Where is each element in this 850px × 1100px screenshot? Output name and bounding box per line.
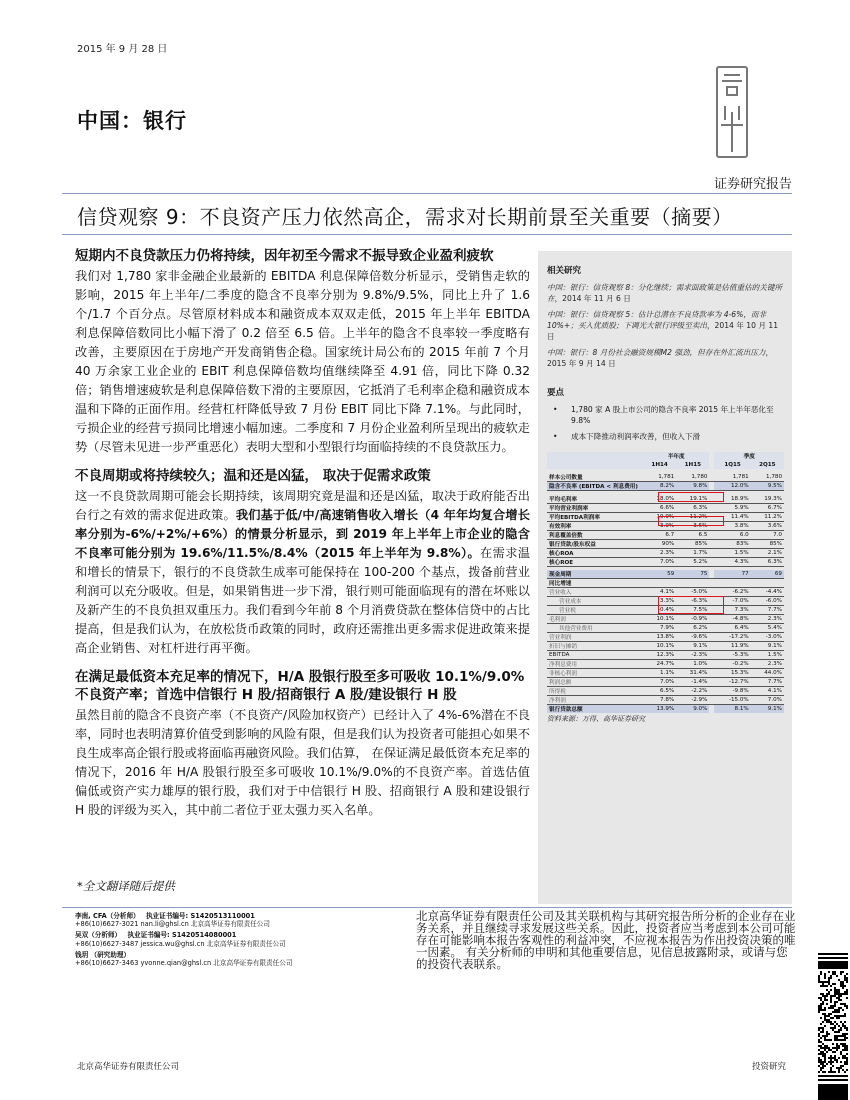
cell-1q15: -0.2% (714, 659, 750, 668)
row-label: 平均营业利润率 (547, 503, 643, 512)
cell-1h15: -2.3% (676, 651, 709, 660)
row-label: 其他营业费用 (547, 624, 643, 633)
row-label: 营业收入 (547, 588, 643, 597)
cell-2q15: 11.2% (751, 512, 784, 521)
cell-1q15: -12.7% (714, 677, 750, 686)
cell-1h14: 13.8% (643, 633, 676, 642)
section-heading: 不良周期或将持续较久；温和还是凶猛， 取决于促需求政策 (75, 468, 431, 484)
cell-1h14: 10.1% (643, 642, 676, 651)
cell-1h15: 9.0% (676, 704, 709, 713)
row-label: 平均EBITDA利润率 (547, 512, 643, 521)
table-body (547, 473, 784, 713)
cell-2q15: 7.7% (751, 677, 784, 686)
table-row (547, 482, 784, 491)
cell-1h14: 59 (643, 570, 676, 579)
gaohua-logo-icon (716, 66, 748, 158)
row-label: 样本公司数量 (547, 473, 643, 482)
cell-1q15: 4.3% (714, 557, 750, 566)
cell-1q15: 11.9% (714, 642, 750, 651)
cell-1h14: 8.2% (643, 482, 676, 491)
cell-2q15: -4.4% (751, 588, 784, 597)
translation-note: *全文翻译随后提供 (77, 879, 175, 893)
cell-1h15: 1,780 (676, 473, 709, 482)
cell-1h15: 3.6% (676, 521, 709, 530)
table-row (547, 624, 784, 633)
financial-table-wrapper (547, 452, 783, 713)
analyst-list (75, 912, 405, 970)
bullet-icon: • (553, 405, 558, 414)
cell-1h15: -9.6% (676, 633, 709, 642)
related-research-heading: 相关研究 (547, 266, 582, 276)
column-header: 1Q15 (714, 461, 750, 470)
header-rule-bottom (62, 234, 792, 235)
cell-1q15: 6.4% (714, 624, 750, 633)
analyst-contact[interactable]: +86(10)6627-3463 yvonne.qian@ghsl.cn 北京高华证券有限责任公司 (75, 959, 293, 968)
cell-1q15: 5.9% (714, 503, 750, 512)
cell-1h14: 7.9% (643, 624, 676, 633)
paragraph-bold-text: 我们基于低/中/高速销售收入增长（4 年年均复合增长率分别为-6%/+2%/+6%）的情景分析显示，到 2019 年上半年上市企业的隐含不良率可能分别为 19.6%/11.5%/8.4%（2015 年上半年为 9.8%）。 (75, 508, 530, 560)
cell-2q15: 1,780 (751, 473, 784, 482)
report-body (75, 247, 530, 830)
report-title: 信贷观察 9：不良资产压力依然高企，需求对长期前景至关重要（摘要） (77, 205, 733, 229)
related-date: ，2014 年 10 月 11 日 (547, 321, 779, 341)
cell-2q15: 5.4% (751, 624, 784, 633)
cell-1h15: 1.7% (676, 548, 709, 557)
cell-1h15: 6.5 (676, 530, 709, 539)
cell-1q15: -7.0% (714, 597, 750, 606)
cell-1q15: 15.3% (714, 668, 750, 677)
row-label: 折旧与摊销 (547, 642, 643, 651)
callout-box-operating-margin (658, 516, 724, 526)
cell-1h14: 6.7 (643, 530, 676, 539)
section-heading: 短期内不良贷款压力仍将持续，因年初至今需求不振导致企业盈利疲软 (75, 248, 494, 264)
section-paragraph: 虽然目前的隐含不良资产率（不良资产/风险加权资产）已经计入了 4%-6%潜在不良率，同时也表明清算价值受到影响的风险有限，但是我们认为投资者可能担心如果不良生成率高企银行股或将面临再融资风险。我们估算， 在保证满足最低资本充足率的情况下，2016 年 H/A 股银行股至多可吸收 10.1%/9.0%的不良资产率。首选估值偏低或资产实力雄厚的银行股，我们对于中信银行 H 股、招商银行 A 股和建设银行 H 股的评级为买入，其中前二者位于亚太强力买入名单。 (75, 708, 530, 817)
analyst-name: 吴双（分析师） (75, 931, 122, 940)
cell-1h14: 7.0% (643, 557, 676, 566)
cell-1h14: 90% (643, 539, 676, 548)
row-label: EBITDA (547, 651, 643, 660)
row-label: 净利润 (547, 695, 643, 704)
table-row (547, 704, 784, 713)
row-label: 净利息费用 (547, 659, 643, 668)
cell-2q15: 2.3% (751, 615, 784, 624)
cell-2q15: 2.1% (751, 548, 784, 557)
key-point (547, 431, 783, 442)
row-label: 同比增速 (547, 579, 643, 588)
table-row (547, 579, 784, 588)
report-date: 2015 年 9 月 28 日 (77, 44, 168, 55)
table-row (547, 677, 784, 686)
section-npl-cycle (75, 467, 530, 658)
paragraph-text: 这一不良贷款周期可能会长期持续，该周期究竟是温和还是凶猛，取决于政府能否出台行之有效的需求促进政策。 (75, 489, 530, 522)
related-title: 中国：银行：8 月份社会融资规模M2 强劲，但存在外汇流出压力 (547, 348, 766, 357)
related-research-link[interactable] (547, 347, 783, 369)
table-row (547, 503, 784, 512)
table-row (547, 659, 784, 668)
cell-1q15: -4.8% (714, 615, 750, 624)
cell-1h15: 7.5% (676, 606, 709, 615)
row-label: 利息覆盖倍数 (547, 530, 643, 539)
cell-1q15: 12.0% (714, 482, 750, 491)
table-row (547, 557, 784, 566)
footer-section: 投资研究 (752, 1062, 787, 1072)
cell-1h15: 75 (676, 570, 709, 579)
column-header: 1H15 (676, 461, 709, 470)
row-label: 营业成本 (547, 597, 643, 606)
analyst-cert: 执业证书编号: S1420514080001 (127, 931, 237, 940)
disclaimer-text: 北京高华证券有限责任公司及其关联机构与其研究报告所分析的企业存在业务关系，并且继续寻求发展这些关系。因此，投资者应当考虑到本公司可能存在可能影响本报告客观性的利益冲突，不应视本报告为作出投资决策的唯一因素。 有关分析师的申明和其他重要信息，见信息披露附录，或请与您的投资代表联系。 (416, 909, 796, 971)
group-header-half-year: 半年度 (643, 452, 709, 461)
header-rule-top (62, 193, 792, 194)
cell-2q15: 7.0% (751, 695, 784, 704)
table-row (547, 539, 784, 548)
cell-1h15: 19.1% (676, 495, 709, 504)
column-header: 2Q15 (751, 461, 784, 470)
cell-2q15: 4.1% (751, 686, 784, 695)
cell-1h15: 31.4% (676, 668, 709, 677)
section-heading: 在满足最低资本充足率的情况下，H/A 股银行股至多可吸收 10.1%/9.0%不良资产率；首选中信银行 H 股/招商银行 A 股/建设银行 H 股 (75, 669, 525, 703)
table-row (547, 695, 784, 704)
cell-1h14: 1,781 (643, 473, 676, 482)
analyst-name: 李南, CFA（分析师） (75, 912, 140, 920)
table-corner (547, 452, 643, 461)
key-points-heading: 要点 (547, 388, 565, 398)
cell-2q15: 44.0% (751, 668, 784, 677)
bullet-icon: • (553, 432, 558, 441)
related-title: 中国：银行：信贷观察 5：估计总潜在不良贷款率为 4-6%，而非 10%+；买入优质股；下调光大银行评级至卖出 (547, 310, 767, 330)
cell-1h15: 9.8% (676, 482, 709, 491)
group-header-quarter: 季度 (714, 452, 784, 461)
cell-1h15: 6.2% (676, 624, 709, 633)
footer-company: 北京高华证券有限责任公司 (77, 1062, 180, 1072)
cell-2q15: 3.6% (751, 521, 784, 530)
column-header: 1H14 (643, 461, 676, 470)
cell-1h14: 6.5% (643, 686, 676, 695)
cell-1q15: 7.3% (714, 606, 750, 615)
analyst-entry (75, 951, 405, 967)
key-point (547, 404, 783, 426)
cell-1q15: 11.4% (714, 512, 750, 521)
cell-1h14: 7.8% (643, 695, 676, 704)
cell-1q15: 1.5% (714, 548, 750, 557)
cell-1q15: 1,781 (714, 473, 750, 482)
key-point-text: 1,780 家 A 股上市公司的隐含不良率 2015 年上半年恶化至 9.8% (571, 405, 774, 425)
cell-1h15 (676, 579, 709, 588)
table-row (547, 686, 784, 695)
cell-1h14: 12.3% (643, 651, 676, 660)
cell-1h14: 3.3% (643, 597, 676, 606)
table-source-note: 资料来源：万得、高华证券研究 (547, 714, 645, 723)
section-paragraph (75, 487, 530, 658)
barcode-icon (818, 953, 848, 1100)
cell-1h14: 13.9% (643, 704, 676, 713)
cell-1h14: 18.0% (643, 495, 676, 504)
cell-1q15: 83% (714, 539, 750, 548)
cell-1q15: 77 (714, 570, 750, 579)
row-label: 有效利率 (547, 521, 643, 530)
section-paragraph: 我们对 1,780 家非金融企业最新的 EBITDA 利息保障倍数分析显示，受销售走软的影响，2015 年上半年/二季度的隐含不良率分别为 9.8%/9.5%，同比上升了 1.6 个/1.7 个百分点。尽管原材料成本和融资成本双双走低，2015 年上半年 EBITDA 利息保障倍数同比小幅下滑了 0.2 倍至 6.5 倍。上半年的隐含不良率较一季度略有改善，主要原因在于房地产开发商销售企稳。国家统计局公布的 2015 年前 7 个月 40 万余家工业企业的 EBIT 利息保障倍数均值继续降至 4.91 倍，同比下降 0.32 倍；销售增速疲软是利息保障倍数下滑的主要原因，它抵消了毛利率企稳和融资成本温和下降的正面作用。经营杠杆降低导致 7 月份 EBIT 同比下降 7.1%。与此同时，亏损企业的经营亏损同比增速小幅加速。二季度和 7 月份企业盈利所呈现出的疲软走势（尽管未见进一步严重恶化）表明大型和小型银行均面临持续的不良贷款压力。 (75, 269, 530, 454)
table-row (547, 642, 784, 651)
cell-1q15: 8.1% (714, 704, 750, 713)
cell-1h15: 1.0% (676, 659, 709, 668)
table-row (547, 615, 784, 624)
row-label: 银行贷款/股东权益 (547, 539, 643, 548)
cell-1h15: -6.3% (676, 597, 709, 606)
analyst-contact[interactable]: +86(10)6627-3487 jessica.wu@ghsl.cn 北京高华证券有限责任公司 (75, 939, 286, 948)
paragraph-text: 在需求温和增长的情景下，银行的不良贷款生成率可能保持在 100-200 个基点，拨备前营业利润可以充分吸收。但是，如果销售进一步下滑，银行则可能面临现有的潜在坏账以及新产生的不良负担双重压力。我们看到今年前 8 个月消费贷款在整体信贷中的占比提高，但是我们认为，在放松货币政策的同时，政府还需推出更多需求促进政策来提高企业销售、对杠杆进行再平衡。 (75, 546, 531, 655)
table-column-header-row (547, 461, 784, 470)
cell-1h15: -5.0% (676, 588, 709, 597)
row-label: 营业税 (547, 606, 643, 615)
cell-1h14: 6.6% (643, 503, 676, 512)
row-label: 利润总额 (547, 677, 643, 686)
analyst-entry (75, 912, 405, 928)
cell-2q15: 7.0 (751, 530, 784, 539)
cell-1q15: -17.2% (714, 633, 750, 642)
cell-1h15: -2.2% (676, 686, 709, 695)
cell-1q15: 3.8% (714, 521, 750, 530)
cell-2q15: 85% (751, 539, 784, 548)
row-label: 所得税 (547, 686, 643, 695)
cell-1h14: 1.1% (643, 668, 676, 677)
cell-1q15: -5.3% (714, 651, 750, 660)
table-corner (547, 461, 643, 470)
analyst-name: 钱玥 （研究助理） (75, 950, 131, 959)
cell-2q15: 19.3% (751, 495, 784, 504)
section-npl-short-term (75, 247, 530, 457)
cell-1h15: 6.3% (676, 503, 709, 512)
cell-1h14: 3.9% (643, 521, 676, 530)
cell-2q15: 6.7% (751, 503, 784, 512)
analyst-rule (62, 907, 792, 908)
cell-1q15: -9.8% (714, 686, 750, 695)
cell-1h14: 24.7% (643, 659, 676, 668)
cell-1h14: 10.9% (643, 512, 676, 521)
cell-2q15: 9.5% (751, 482, 784, 491)
cell-1h15: -1.4% (676, 677, 709, 686)
related-date: ，2015 年 9 月 14 日 (547, 348, 774, 368)
analyst-cert: 执业证书编号: S1420513110001 (145, 912, 255, 920)
cell-2q15: 1.5% (751, 651, 784, 660)
table-row (547, 530, 784, 539)
section-capital-adequacy (75, 668, 530, 820)
table-row (547, 548, 784, 557)
key-point-text: 成本下降推动利润率改善，但收入下滑 (571, 432, 701, 441)
table-row (547, 651, 784, 660)
cell-1q15: 6.0 (714, 530, 750, 539)
cell-1h14: -0.4% (643, 606, 676, 615)
cell-1h14 (643, 579, 676, 588)
callout-box-implied-npl (658, 492, 724, 502)
cell-1h14: 7.0% (643, 677, 676, 686)
cell-2q15 (751, 579, 784, 588)
cell-1h14: 10.1% (643, 615, 676, 624)
cell-2q15: -3.0% (751, 633, 784, 642)
analyst-entry (75, 931, 405, 947)
report-type-label: 证券研究报告 (713, 177, 792, 192)
cell-1h15: 11.2% (676, 512, 709, 521)
cell-1h15: -2.9% (676, 695, 709, 704)
sector-title: 中国：银行 (77, 109, 187, 133)
table-row (547, 570, 784, 579)
analyst-contact[interactable]: +86(10)6627-3021 nan.li@ghsl.cn 北京高华证券有限责任公司 (75, 920, 270, 929)
table-row (547, 668, 784, 677)
cell-2q15: 7.7% (751, 606, 784, 615)
row-label: 营业利润 (547, 633, 643, 642)
cell-2q15: 9.1% (751, 642, 784, 651)
table-row (547, 473, 784, 482)
cell-1h15: 9.1% (676, 642, 709, 651)
table-row (547, 633, 784, 642)
cell-1h15: 5.2% (676, 557, 709, 566)
cell-1h15: 85% (676, 539, 709, 548)
cell-2q15: 9.1% (751, 704, 784, 713)
cell-1h14: 2.3% (643, 548, 676, 557)
callout-box-revenue-cost (658, 596, 724, 614)
cell-1q15 (714, 579, 750, 588)
sidebar-panel (538, 251, 792, 904)
cell-2q15: 2.3% (751, 659, 784, 668)
cell-1h15: -0.9% (676, 615, 709, 624)
row-label: 现金周期 (547, 570, 643, 579)
row-label: 核心ROE (547, 557, 643, 566)
related-research-link[interactable] (547, 309, 783, 342)
row-label: 平均毛利率 (547, 495, 643, 504)
related-research-link[interactable] (547, 282, 783, 304)
row-label: 银行贷款总额 (547, 704, 643, 713)
row-label: 隐含不良率 (EBITDA < 利息费用) (547, 482, 643, 491)
cell-2q15: 6.3% (751, 557, 784, 566)
cell-2q15: 69 (751, 570, 784, 579)
cell-1h14: 4.1% (643, 588, 676, 597)
cell-2q15: -6.0% (751, 597, 784, 606)
row-label: 毛利润 (547, 615, 643, 624)
related-date: ，2014 年 11 月 6 日 (554, 294, 631, 303)
table-group-header-row (547, 452, 784, 461)
related-title: 中国：银行：信贷观察 8：分化继续；需求面政策是估值重估的关键所在 (547, 283, 783, 303)
cell-1q15: -6.2% (714, 588, 750, 597)
row-label: 核心ROA (547, 548, 643, 557)
row-label: 非核心利润 (547, 668, 643, 677)
cell-1q15: 18.9% (714, 495, 750, 504)
cell-1q15: -15.0% (714, 695, 750, 704)
